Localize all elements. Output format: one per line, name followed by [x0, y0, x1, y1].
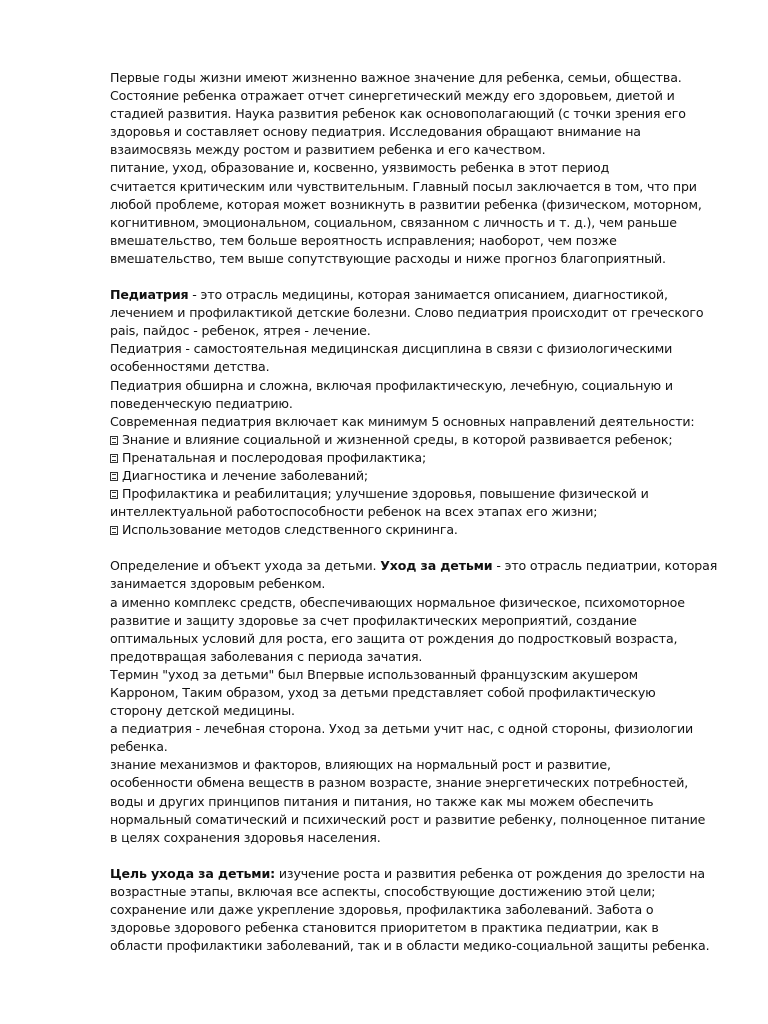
- text-line: когнитивном, эмоциональном, социальном, связанном с личность и т. д.), чем раньше: [110, 214, 677, 230]
- text-line: здоровья и составляет основу педиатрия. Исследования обращают внимание на: [110, 124, 641, 140]
- text-line: особенности обмена веществ в разном возрасте, знание энергетических потребностей,: [110, 775, 689, 791]
- text-line: pais, пайдос - ребенок, ятрея - лечение.: [110, 323, 371, 339]
- text-line: а именно комплекс средств, обеспечивающих нормальное физическое, психомоторное: [110, 594, 685, 610]
- text-line: воды и других принципов питания и питания, но также как мы можем обеспечить: [110, 793, 654, 809]
- text-line: сохранение или даже укрепление здоровья, профилактика заболеваний. Забота о: [110, 902, 654, 918]
- text-line: [110, 557, 730, 575]
- text-line: интеллектуальной работоспособности ребенок на всех этапах его жизни;: [110, 504, 598, 520]
- text-line: возрастные этапы, включая все аспекты, способствующие достижению этой цели;: [110, 883, 656, 899]
- text-line: Первые годы жизни имеют жизненно важное значение для ребенка, семьи, общества.: [110, 70, 682, 85]
- list-item-text: Знание и влияние социальной и жизненной среды, в которой развивается ребенок;: [122, 431, 673, 447]
- term-child-care-goal: Цель ухода за детьми:: [110, 865, 276, 881]
- text-line: в целях сохранения здоровья населения.: [110, 829, 381, 845]
- list-item-text: Использование методов следственного скрининга.: [122, 522, 458, 538]
- text-line: сторону детской медицины.: [110, 703, 295, 719]
- bullet-icon: [110, 490, 118, 499]
- list-item: [110, 467, 730, 485]
- text-line: Педиатрия - самостоятельная медицинская дисциплина в связи с физиологическими: [110, 341, 673, 357]
- paragraph-pediatrics: [110, 286, 730, 539]
- text-line: питание, уход, образование и, косвенно, уязвимость ребенка в этот период: [110, 160, 610, 176]
- text-line: развитие и защиту здоровье за счет профилактических мероприятий, создание: [110, 612, 637, 628]
- list-item-text: Диагностика и лечение заболеваний;: [122, 467, 368, 483]
- text-fragment: Определение и объект ухода за детьми.: [110, 558, 381, 574]
- list-item: [110, 521, 730, 539]
- text-fragment: - это отрасль педиатрии, которая: [492, 558, 718, 574]
- text-line: предотвращая заболевания с периода зачатия.: [110, 648, 423, 664]
- text-line: [110, 286, 730, 304]
- list-item: [110, 449, 730, 467]
- text-line: лечением и профилактикой детские болезни. Слово педиатрия происходит от греческого: [110, 305, 704, 321]
- text-line: [110, 865, 730, 883]
- text-line: знание механизмов и факторов, влияющих на нормальный рост и развитие,: [110, 757, 611, 773]
- list-item: [110, 485, 730, 503]
- text-line: вмешательство, тем выше сопутствующие расходы и ниже прогноз благоприятный.: [110, 250, 666, 266]
- document-page: [110, 69, 730, 955]
- list-item: [110, 431, 730, 449]
- list-item-text: Пренатальная и послеродовая профилактика;: [122, 449, 427, 465]
- text-line: Педиатрия обширна и сложна, включая профилактическую, лечебную, социальную и: [110, 377, 673, 393]
- text-line: поведенческую педиатрию.: [110, 395, 293, 411]
- text-line: здоровье здорового ребенка становится приоритетом в практика педиатрии, как в: [110, 920, 659, 936]
- text-line: а педиатрия - лечебная сторона. Уход за детьми учит нас, с одной стороны, физиологии: [110, 721, 694, 737]
- text-line: считается критическим или чувствительным. Главный посыл заключается в том, что при: [110, 178, 697, 194]
- text-line: области профилактики заболеваний, так и в области медико-социальной защиты ребенка.: [110, 938, 710, 954]
- text-line: вмешательство, тем больше вероятность исправления; наоборот, чем позже: [110, 232, 617, 248]
- bullet-icon: [110, 454, 118, 463]
- text-line: ребенка.: [110, 739, 168, 755]
- term-child-care: Уход за детьми: [380, 558, 493, 574]
- text-line: Состояние ребенка отражает отчет синергетический между его здоровьем, диетой и: [110, 88, 675, 104]
- list-item-text: Профилактика и реабилитация; улучшение здоровья, повышение физической и: [122, 486, 649, 502]
- text-line: Современная педиатрия включает как минимум 5 основных направлений деятельности:: [110, 413, 695, 429]
- paragraph-child-care: [110, 557, 730, 847]
- bullet-icon: [110, 526, 118, 535]
- term-pediatrics: Педиатрия: [110, 287, 189, 303]
- text-line: Термин "уход за детьми" был Впервые использованный французским акушером: [110, 666, 638, 682]
- text-line: любой проблеме, которая может возникнуть в развитии ребенка (физическом, моторном,: [110, 196, 702, 212]
- bullet-icon: [110, 436, 118, 445]
- text-fragment: изучение роста и развития ребенка от рождения до зрелости на: [275, 865, 705, 881]
- text-line: Карроном, Таким образом, уход за детьми представляет собой профилактическую: [110, 685, 656, 700]
- bullet-icon: [110, 472, 118, 481]
- text-line: стадией развития. Наука развития ребенок как основополагающий (с точки зрения его: [110, 106, 686, 122]
- text-fragment: - это отрасль медицины, которая занимается описанием, диагностикой,: [188, 287, 668, 303]
- text-line: оптимальных условий для роста, его защита от рождения до подростковый возраста,: [110, 630, 678, 646]
- text-line: взаимосвязь между ростом и развитием ребенка и его качеством.: [110, 142, 546, 158]
- paragraph-intro: [110, 69, 730, 268]
- text-line: занимается здоровым ребенком.: [110, 576, 326, 592]
- text-line: нормальный соматический и психический рост и развитие ребенку, полноценное питание: [110, 811, 706, 827]
- paragraph-child-care-goal: [110, 865, 730, 955]
- text-line: особенностями детства.: [110, 359, 270, 375]
